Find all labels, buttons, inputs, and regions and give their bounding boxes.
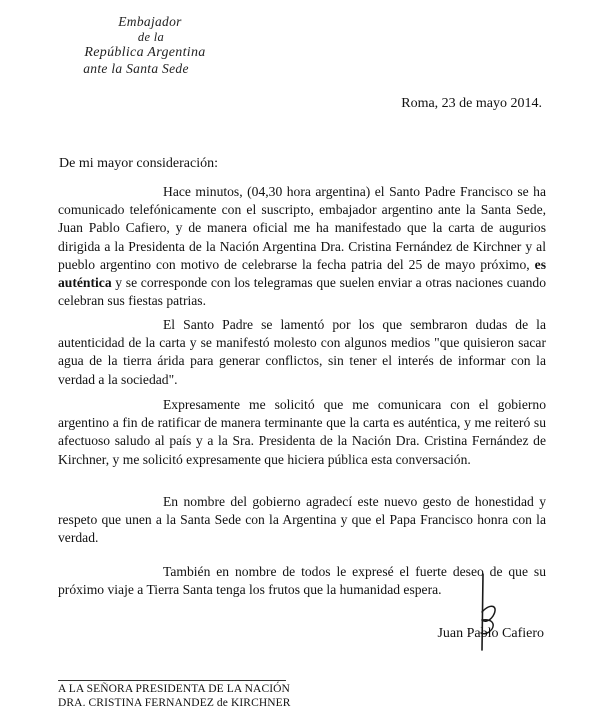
salutation: De mi mayor consideración: [59,156,219,171]
paragraph-1-before: Hace minutos, (04,30 hora argentina) el Santo Padre Francisco se ha comunicado telefónicamente con el suscripto, embajador argentino ante la Santa Sede, Juan Pablo Cafiero, y de manera oficial me ha manifestado que la carta de augurios dirigida a la Presidenta de la Nación Argentina Dra. Cristina Fernández de Kirchner y al pueblo argentino con motivo de celebrarse la fecha patria del 25 de mayo próximo, [58,184,546,272]
recipient-line-1: A LA SEÑORA PRESIDENTA DE LA NACIÓN [58,683,290,695]
recipient-block [58,682,291,710]
letter-date: Roma, 23 de mayo 2014. [401,96,542,111]
paragraph-2 [58,316,546,389]
recipient-divider [58,680,286,681]
paragraph-1 [58,183,546,310]
paragraph-4-text: En nombre del gobierno agradecí este nuevo gesto de honestidad y respeto que unen a la Santa Sede con la Argentina y que el Papa Francisco honra con la verdad. [58,494,546,546]
letterhead-line-1: Embajador [118,14,182,29]
paragraph-2-text: El Santo Padre se lamentó por los que sembraron dudas de la autenticidad de la carta y se manifestó molesto con algunos medios "que quisieron sacar agua de la tierra árida para generar conflictos, sin tener el interés de informar con la verdad a la sociedad". [58,317,546,387]
recipient-line-2: DRA. CRISTINA FERNANDEZ de KIRCHNER [58,697,291,709]
letterhead-line-4: ante la Santa Sede [83,60,189,76]
paragraph-5-text: También en nombre de todos le expresé el fuerte deseo de que su próximo viaje a Tierra Santa tenga los frutos que la humanidad espera. [58,564,546,598]
letterhead-line-2: de la [137,29,165,44]
paragraph-1-after: y se corresponde con los telegramas que suelen enviar a otras naciones cuando celebran sus fiestas patrias. [58,275,546,309]
signature-name: Juan Pablo Cafiero [437,626,544,641]
letterhead [50,14,240,76]
paragraph-4 [58,493,546,548]
paragraph-3-text: Expresamente me solicitó que me comunicara con el gobierno argentino a fin de ratificar de manera terminante que la carta es auténtica, y me reiteró su afectuoso saludo al país y a la Sra. Presidenta de la Nación Dra. Cristina Fernández de Kirchner, y me solicitó expresamente que hiciera pública esta conversación. [58,397,546,467]
letterhead-line-3: República Argentina [84,45,206,60]
paragraph-1-emphasis: es auténtica [58,256,546,291]
paragraph-3 [58,396,546,469]
